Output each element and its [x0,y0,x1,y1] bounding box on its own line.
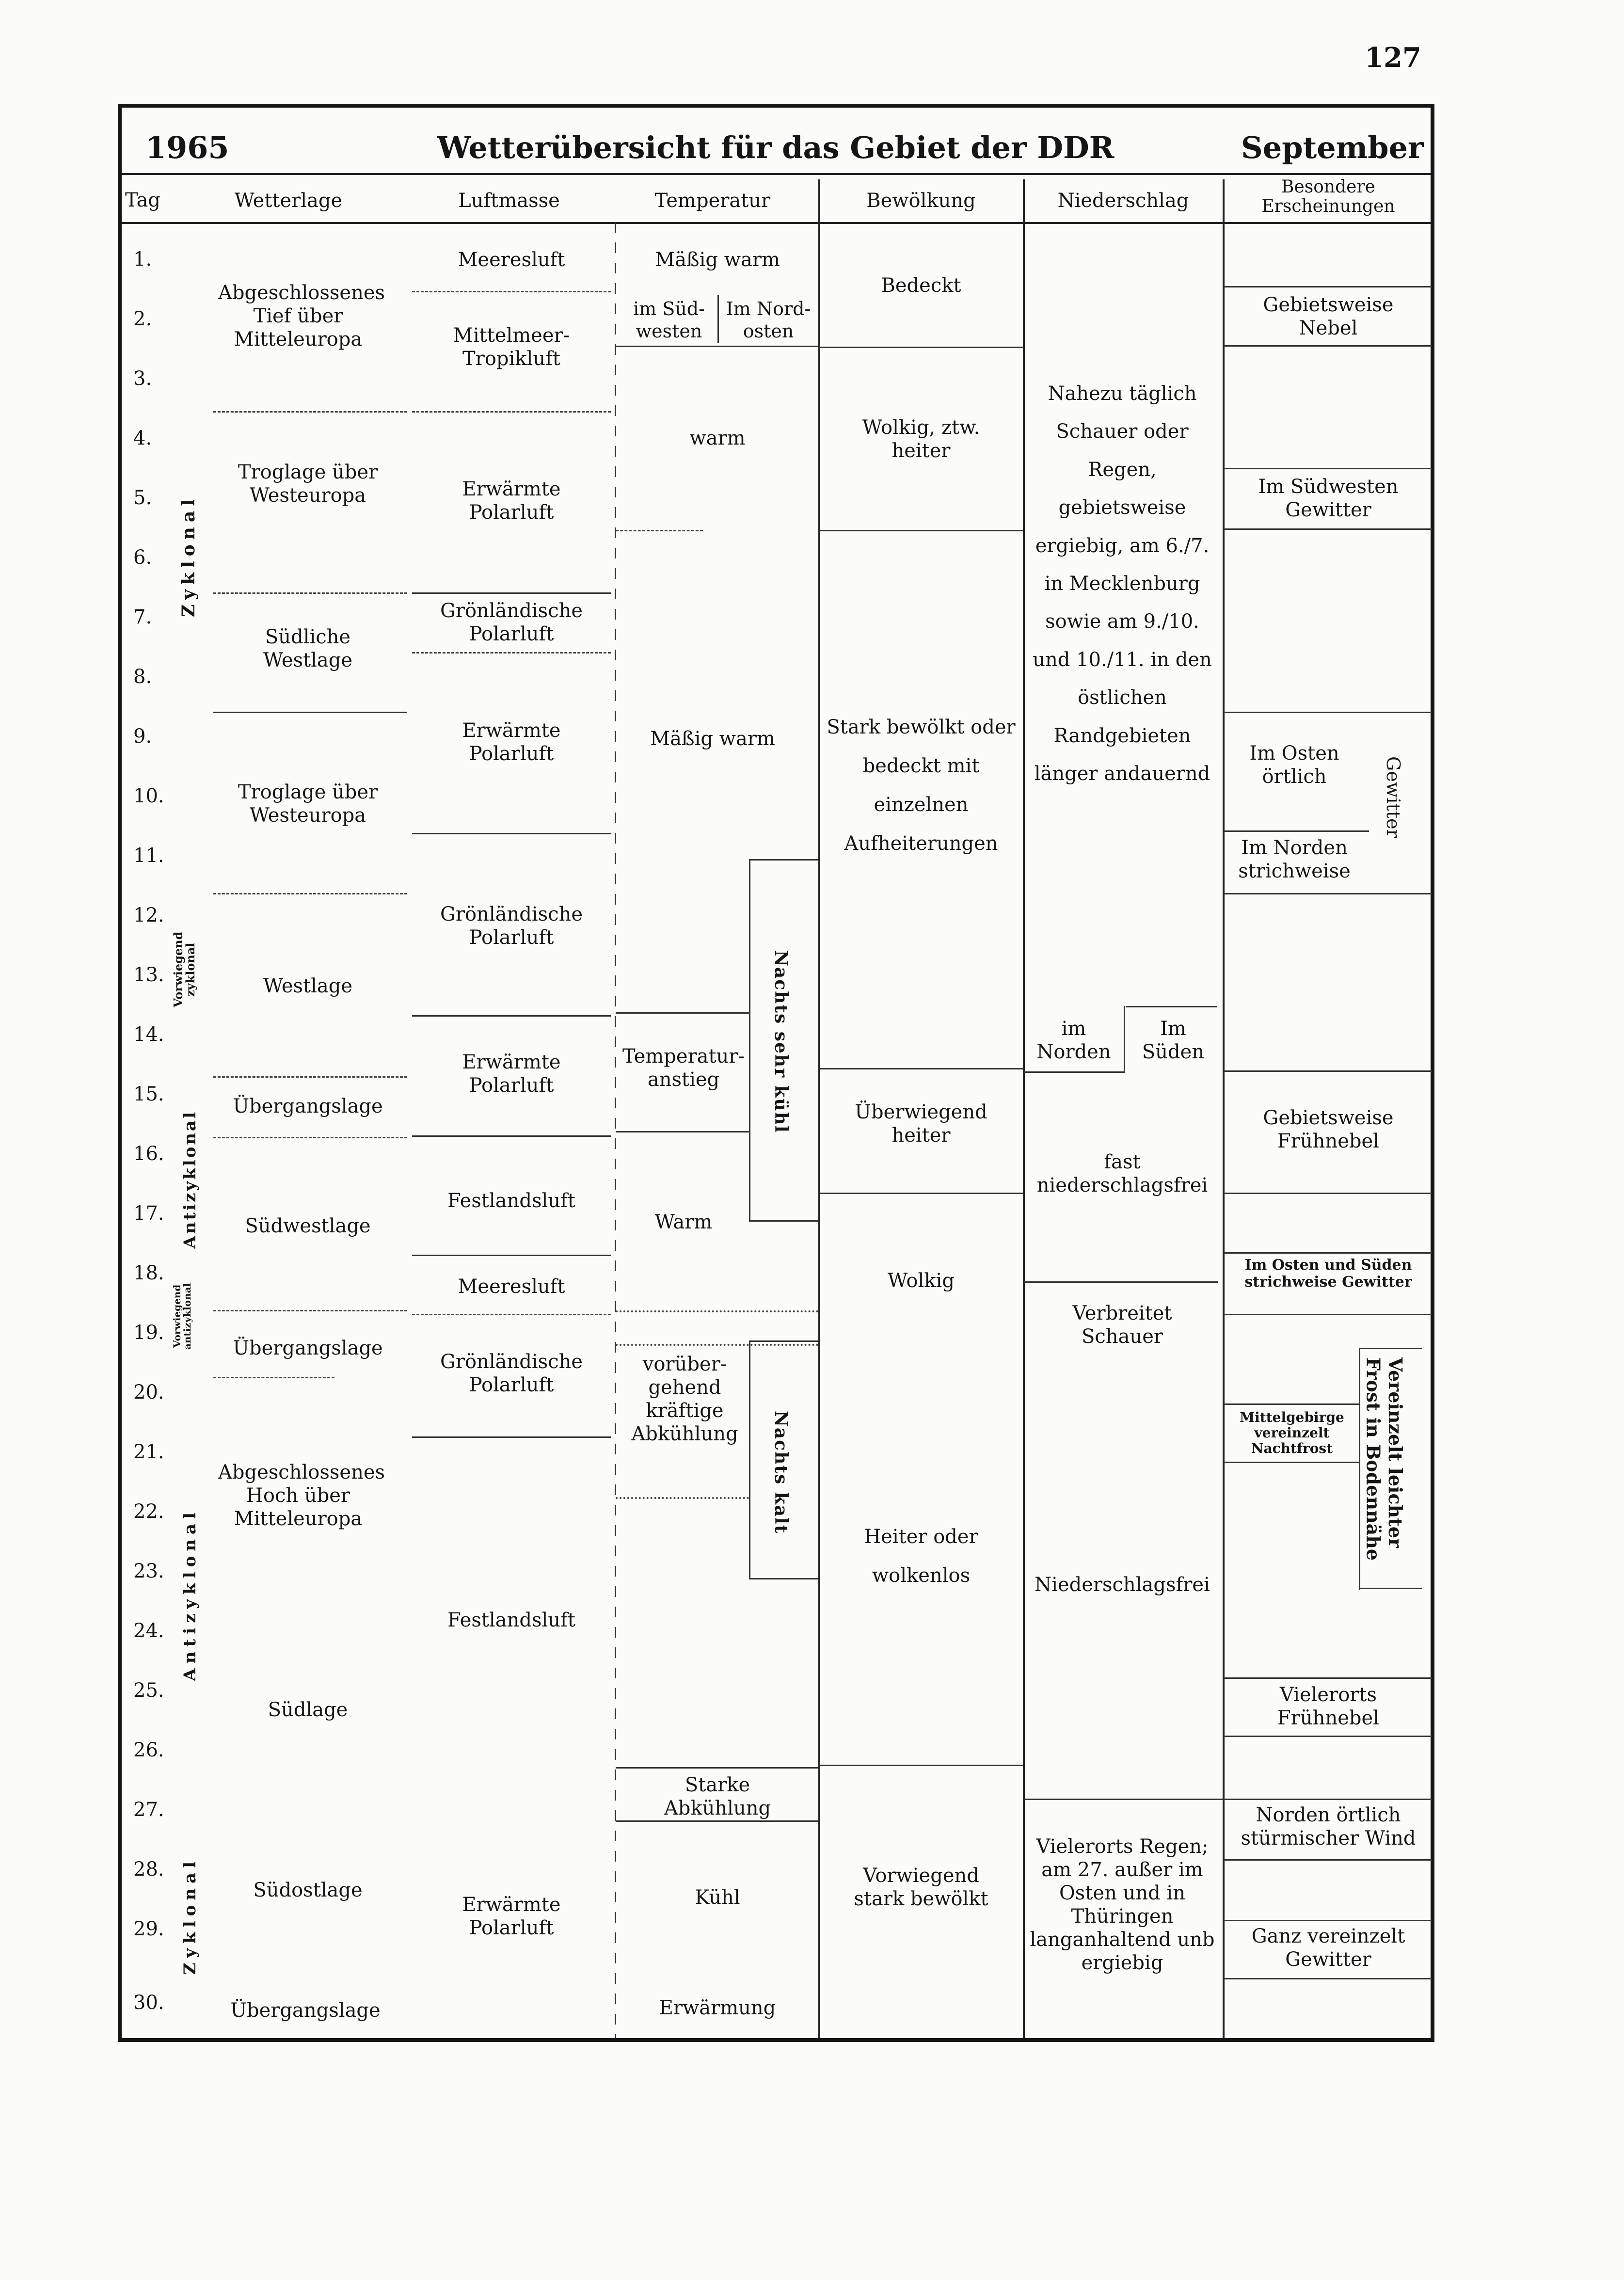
day-number: 19. [133,1322,164,1344]
day-number: 12. [133,904,164,926]
temperatur-entry: im Süd-westen [633,298,705,342]
besondere-entry: Norden örtlich stürmischer Wind [1241,1804,1416,1850]
header-year: 1965 [145,130,229,165]
besondere-entry: Im Norden strichweise [1238,837,1351,882]
col-wetterlage: Wetterlage [234,190,343,212]
luftmasse-entry: Meeresluft [458,249,565,271]
luftmasse-entry: Erwärmte Polarluft [462,1894,561,1939]
bewoelkung-entry: Stark bewölkt oder bedeckt mit einzelnen Aufheiterungen [827,716,1016,855]
regime-zyklonal-2: Zyklonal [180,1857,200,1975]
luftmasse-entry: Erwärmte Polarluft [462,1051,561,1097]
day-number: 9. [133,725,152,748]
day-number: 24. [133,1620,164,1642]
wetterlage-entry: Übergangslage [230,1999,381,2022]
day-number: 11. [133,845,164,867]
wetterlage-entry: Westlage [263,975,353,997]
bewoelkung-entry: Vorwiegend stark bewölkt [854,1865,988,1910]
besondere-entry: Gebietsweise Nebel [1263,294,1394,339]
luftmasse-entry: Festlandsluft [447,1190,575,1212]
besondere-entry: Im Südwesten Gewitter [1258,476,1399,521]
wetterlage-entry: Südliche Westlage [263,626,353,671]
day-number: 4. [133,427,152,449]
day-number: 20. [133,1381,164,1403]
day-number: 25. [133,1679,164,1702]
day-number: 3. [133,367,152,390]
besondere-entry: Im Osten und Süden strichweise Gewitter [1244,1257,1412,1291]
day-number: 18. [133,1262,164,1284]
sep-temperatur [615,222,616,2038]
besondere-frost: Vereinzelt leichter Frost in Bodennähe [1362,1357,1407,1561]
bewoelkung-entry: Wolkig [888,1270,955,1292]
luftmasse-entry: Erwärmte Polarluft [462,478,561,524]
col-niederschlag: Niederschlag [1057,190,1189,212]
temperatur-nachts-kalt: Nachts kalt [771,1411,791,1534]
wetterlage-entry: Übergangslage [233,1337,383,1359]
bewoelkung-entry: Bedeckt [881,274,961,297]
day-number: 16. [133,1143,164,1165]
col-bewoelkung: Bewölkung [866,190,976,212]
niederschlag-entry: Nahezu täglich Schauer oder Regen, gebietsweise ergiebig, am 6./7. in Mecklenburg sowie am 9./10. und 10./11. in den östlichen Randgebieten länger andauernd [1033,383,1212,785]
besondere-entry: Mittelgebirge vereinzelt Nachtfrost [1240,1409,1344,1457]
sep-bewoelkung [818,179,820,2038]
luftmasse-entry: Mittelmeer-Tropikluft [453,324,570,370]
luftmasse-entry: Grönländische Polarluft [440,903,583,949]
bewoelkung-entry: Heiter oder wolkenlos [864,1526,978,1587]
wetterlage-entry: Südostlage [253,1879,363,1901]
temperatur-entry: Warm [654,1211,713,1233]
day-number: 22. [133,1500,164,1523]
regime-antizyklonal-2: Antizyklonal [180,1508,200,1681]
wetterlage-entry: Übergangslage [233,1095,383,1117]
luftmasse-entry: Festlandsluft [447,1609,575,1631]
regime-vorwiegend-zyklonal: Vorwiegend zyklonal [171,931,198,1008]
temperatur-entry: warm [689,427,746,449]
besondere-entry: Vielerorts Frühnebel [1277,1684,1379,1729]
day-number: 15. [133,1083,164,1105]
day-number: 1. [133,248,152,271]
luftmasse-entry: Erwärmte Polarluft [462,719,561,765]
day-number: 7. [133,606,152,628]
regime-antizyklonal: Antizyklonal [180,1110,200,1249]
niederschlag-entry: im Norden [1036,1018,1111,1063]
besondere-gewitter: Gewitter [1383,756,1404,838]
luftmasse-entry: Grönländische Polarluft [440,600,583,645]
bewoelkung-entry: Überwiegend heiter [855,1101,987,1147]
besondere-entry: Im Osten örtlich [1249,742,1339,788]
day-number: 8. [133,666,152,688]
niederschlag-entry: Vielerorts Regen; am 27. außer im Osten und in Thüringen langanhaltend unb ergiebig [1030,1835,1215,1974]
regime-vorwiegend-antizyklonal: Vorwiegend antizyklonal [171,1283,193,1350]
day-number: 10. [133,785,164,807]
day-number: 21. [133,1441,164,1463]
luftmasse-entry: Grönländische Polarluft [440,1351,583,1396]
wetterlage-entry: Troglage über Westeuropa [238,461,378,507]
wetterlage-entry: Abgeschlossenes Tief über Mitteleuropa [218,282,385,351]
day-number: 27. [133,1799,164,1821]
wetterlage-entry: Troglage über Westeuropa [238,781,378,827]
col-besondere: Besondere Erscheinungen [1261,177,1395,216]
day-number: 13. [133,964,164,986]
temperatur-entry: Mäßig warm [650,728,775,750]
header-month: September [1241,130,1424,165]
temperatur-entry: Temperatur-anstieg [622,1045,745,1091]
temperatur-entry: Kühl [695,1886,740,1909]
day-number: 5. [133,487,152,509]
bewoelkung-entry: Wolkig, ztw. heiter [862,416,980,462]
col-temperatur: Temperatur [654,190,771,212]
column-header-rule [122,222,1431,224]
niederschlag-entry: Im Süden [1142,1018,1205,1063]
wetterlage-entry: Südwestlage [245,1215,371,1237]
temperatur-entry: vorüber-gehend kräftige Abkühlung [631,1353,738,1445]
col-tag: Tag [125,189,161,211]
temperatur-entry: Starke Abkühlung [664,1774,771,1819]
day-number: 2. [133,308,152,330]
day-number: 6. [133,546,152,569]
day-number: 28. [133,1858,164,1881]
wetterlage-entry: Südlage [268,1699,348,1721]
day-number: 17. [133,1202,164,1225]
day-number: 30. [133,1992,164,2014]
besondere-entry: Ganz vereinzelt Gewitter [1251,1925,1405,1971]
temperatur-entry: Im Nord-osten [726,298,811,342]
temperatur-entry: Erwärmung [659,1997,776,2019]
niederschlag-entry: fast niederschlagsfrei [1036,1151,1208,1196]
besondere-entry: Gebietsweise Frühnebel [1263,1107,1394,1152]
regime-zyklonal: Zyklonal [178,494,199,618]
temperatur-nachts-sehr-kuehl: Nachts sehr kühl [771,950,791,1133]
col-luftmasse: Luftmasse [458,190,560,212]
sep-niederschlag [1023,179,1025,2038]
day-number: 14. [133,1023,164,1046]
sep-besondere [1223,179,1225,2038]
page-number: 127 [1365,42,1421,74]
header-title: Wetterübersicht für das Gebiet der DDR [437,130,1115,165]
niederschlag-entry: Verbreitet Schauer [1072,1302,1172,1348]
header-rule [122,173,1431,175]
luftmasse-entry: Meeresluft [458,1276,565,1298]
temperatur-entry: Mäßig warm [655,249,780,271]
day-number: 29. [133,1918,164,1940]
niederschlag-entry: Niederschlagsfrei [1035,1574,1210,1596]
wetterlage-entry: Abgeschlossenes Hoch über Mitteleuropa [218,1461,385,1530]
day-number: 26. [133,1739,164,1761]
day-number: 23. [133,1560,164,1582]
